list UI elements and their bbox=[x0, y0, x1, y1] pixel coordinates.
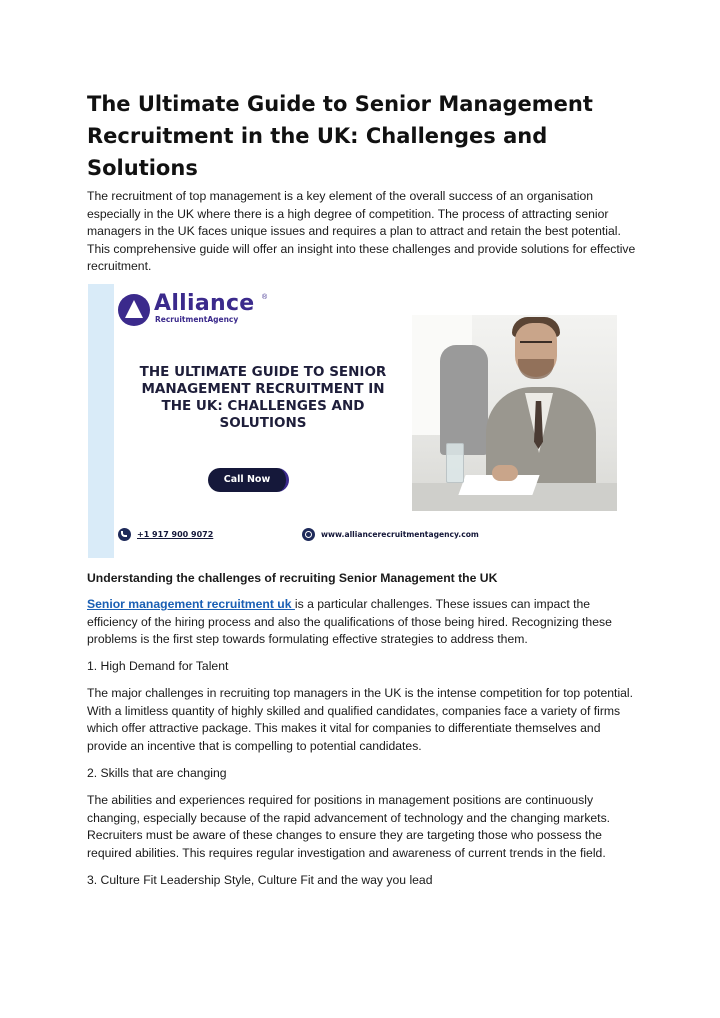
title-line-1: The Ultimate Guide to Senior Management bbox=[87, 92, 593, 116]
logo-mark-icon bbox=[118, 294, 150, 326]
title-line-2: Recruitment in the UK: Challenges and Solutions bbox=[87, 124, 548, 180]
banner-heading-line-3: THE UK: CHALLENGES AND bbox=[161, 398, 365, 414]
banner-phone[interactable] bbox=[118, 528, 213, 542]
banner-image bbox=[88, 284, 634, 558]
banner-heading-line-2: MANAGEMENT RECRUITMENT IN bbox=[141, 381, 385, 397]
call-now-button[interactable]: Call Now bbox=[208, 468, 289, 492]
banner-side-strip bbox=[88, 284, 114, 558]
registered-mark: ® bbox=[262, 294, 268, 301]
item-3-heading: 3. Culture Fit Leadership Style, Culture Fit and the way you lead bbox=[87, 873, 433, 887]
phone-icon bbox=[118, 528, 131, 541]
phone-number[interactable]: +1 917 900 9072 bbox=[137, 530, 214, 539]
banner-website[interactable] bbox=[302, 528, 479, 541]
intro-paragraph: The recruitment of top management is a key element of the overall success of an organisation especially in the UK where there is a high degree of competition. The process of attracting senior managers in the UK faces unique issues and requires a plan to attract and retain the best potential. This comprehensive guide will offer an insight into these challenges and provide solutions for effective recruitment. bbox=[87, 189, 636, 273]
alliance-logo bbox=[118, 291, 268, 332]
item-1-heading: 1. High Demand for Talent bbox=[87, 659, 229, 673]
banner-heading-line-4: SOLUTIONS bbox=[219, 415, 307, 431]
banner-heading-line-1: THE ULTIMATE GUIDE TO SENIOR bbox=[139, 364, 387, 380]
banner-heading bbox=[118, 364, 408, 432]
item-2-heading: 2. Skills that are changing bbox=[87, 766, 227, 780]
website-url[interactable]: www.alliancerecruitmentagency.com bbox=[321, 530, 479, 539]
globe-icon bbox=[302, 528, 315, 541]
document-title bbox=[87, 88, 647, 184]
logo-subtitle: RecruitmentAgency bbox=[155, 315, 239, 324]
logo-name: Alliance bbox=[154, 291, 255, 316]
section-paragraph-text: is a particular challenges. These issues can impact the efficiency of the hiring process and also the qualifications of those being hired. Recognizing these problems is the first step towards formulating effective strategies to address them. bbox=[87, 597, 612, 646]
businessman-photo bbox=[412, 315, 617, 511]
section-heading: Understanding the challenges of recruiting Senior Management the UK bbox=[87, 571, 498, 585]
section-paragraph bbox=[87, 596, 637, 649]
item-2-paragraph: The abilities and experiences required for positions in management positions are continuously changing, especially because of the rapid advancement of technology and the changing markets. Recruiters must be aware of these changes to ensure they are targeting those who possess the required abilities. This requires regular investigation and awareness of current trends in the field. bbox=[87, 793, 611, 860]
item-1-paragraph: The major challenges in recruiting top managers in the UK is the intense competition for top potential. With a limitless quantity of highly skilled and qualified candidates, companies face a variety of firms which offer attractive package. This makes it vital for companies to differentiate themselves and provide an incentive that is compelling to potential candidates. bbox=[87, 686, 634, 753]
senior-management-recruitment-link[interactable]: Senior management recruitment uk bbox=[87, 597, 295, 611]
